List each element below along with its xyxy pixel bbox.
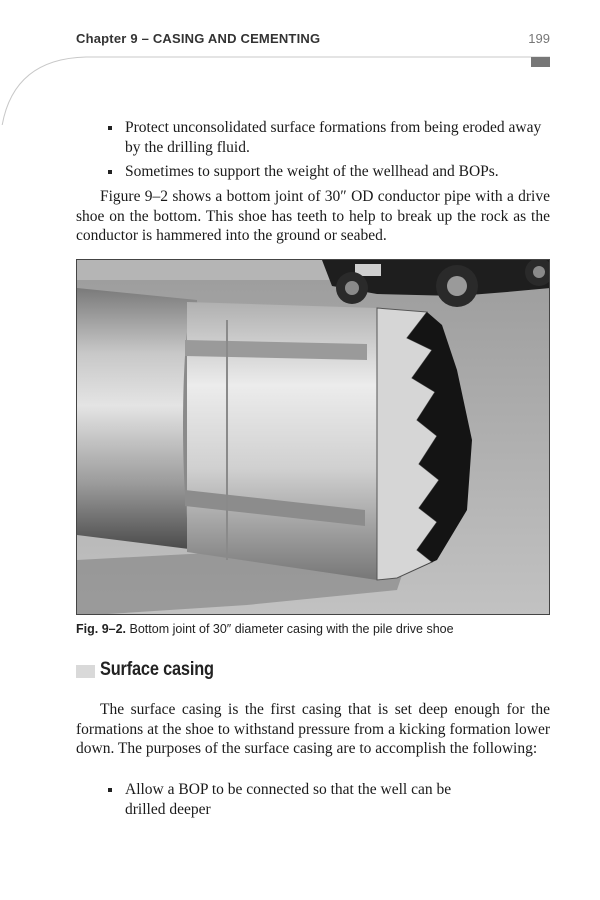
figure-caption-label: Fig. 9–2. <box>76 622 127 636</box>
chapter-title: Chapter 9 – CASING AND CEMENTING <box>76 31 321 46</box>
casing-photo <box>76 259 550 615</box>
figure-caption <box>76 622 556 636</box>
top-bullet-list <box>108 118 550 182</box>
page-number: 199 <box>528 31 550 46</box>
casing-drive-shoe-illustration <box>77 260 550 615</box>
section-heading-marker <box>76 665 95 678</box>
section-bullet-list <box>108 780 458 820</box>
bullet-item <box>108 118 550 158</box>
bullet-text: Allow a BOP to be connected so that the well can be drilled deeper <box>125 781 452 818</box>
bullet-square-icon <box>108 126 112 130</box>
header-corner-arc <box>0 45 560 125</box>
bullet-square-icon <box>108 788 112 792</box>
intro-paragraph: Figure 9–2 shows a bottom joint of 30″ OD conductor pipe with a drive shoe on the bottom. This shoe has teeth to help to break up the rock as the conductor is hammered into the ground or seabed. <box>76 188 550 244</box>
bullet-text: Sometimes to support the weight of the wellhead and BOPs. <box>125 163 499 180</box>
bullet-item <box>108 162 550 182</box>
bullet-text: Protect unconsolidated surface formations from being eroded away by the drilling fluid. <box>125 119 542 156</box>
bullet-item <box>108 780 458 820</box>
header-tab-marker <box>531 57 550 67</box>
section-heading: Surface casing <box>100 659 214 680</box>
section-paragraph: The surface casing is the first casing that is set deep enough for the formations at the shoe to withstand pressure from a kicking formation lower down. The purposes of the surface casing are to accomplish the following: <box>76 701 550 757</box>
figure-caption-text: Bottom joint of 30″ diameter casing with the pile drive shoe <box>129 622 454 636</box>
bullet-square-icon <box>108 170 112 174</box>
